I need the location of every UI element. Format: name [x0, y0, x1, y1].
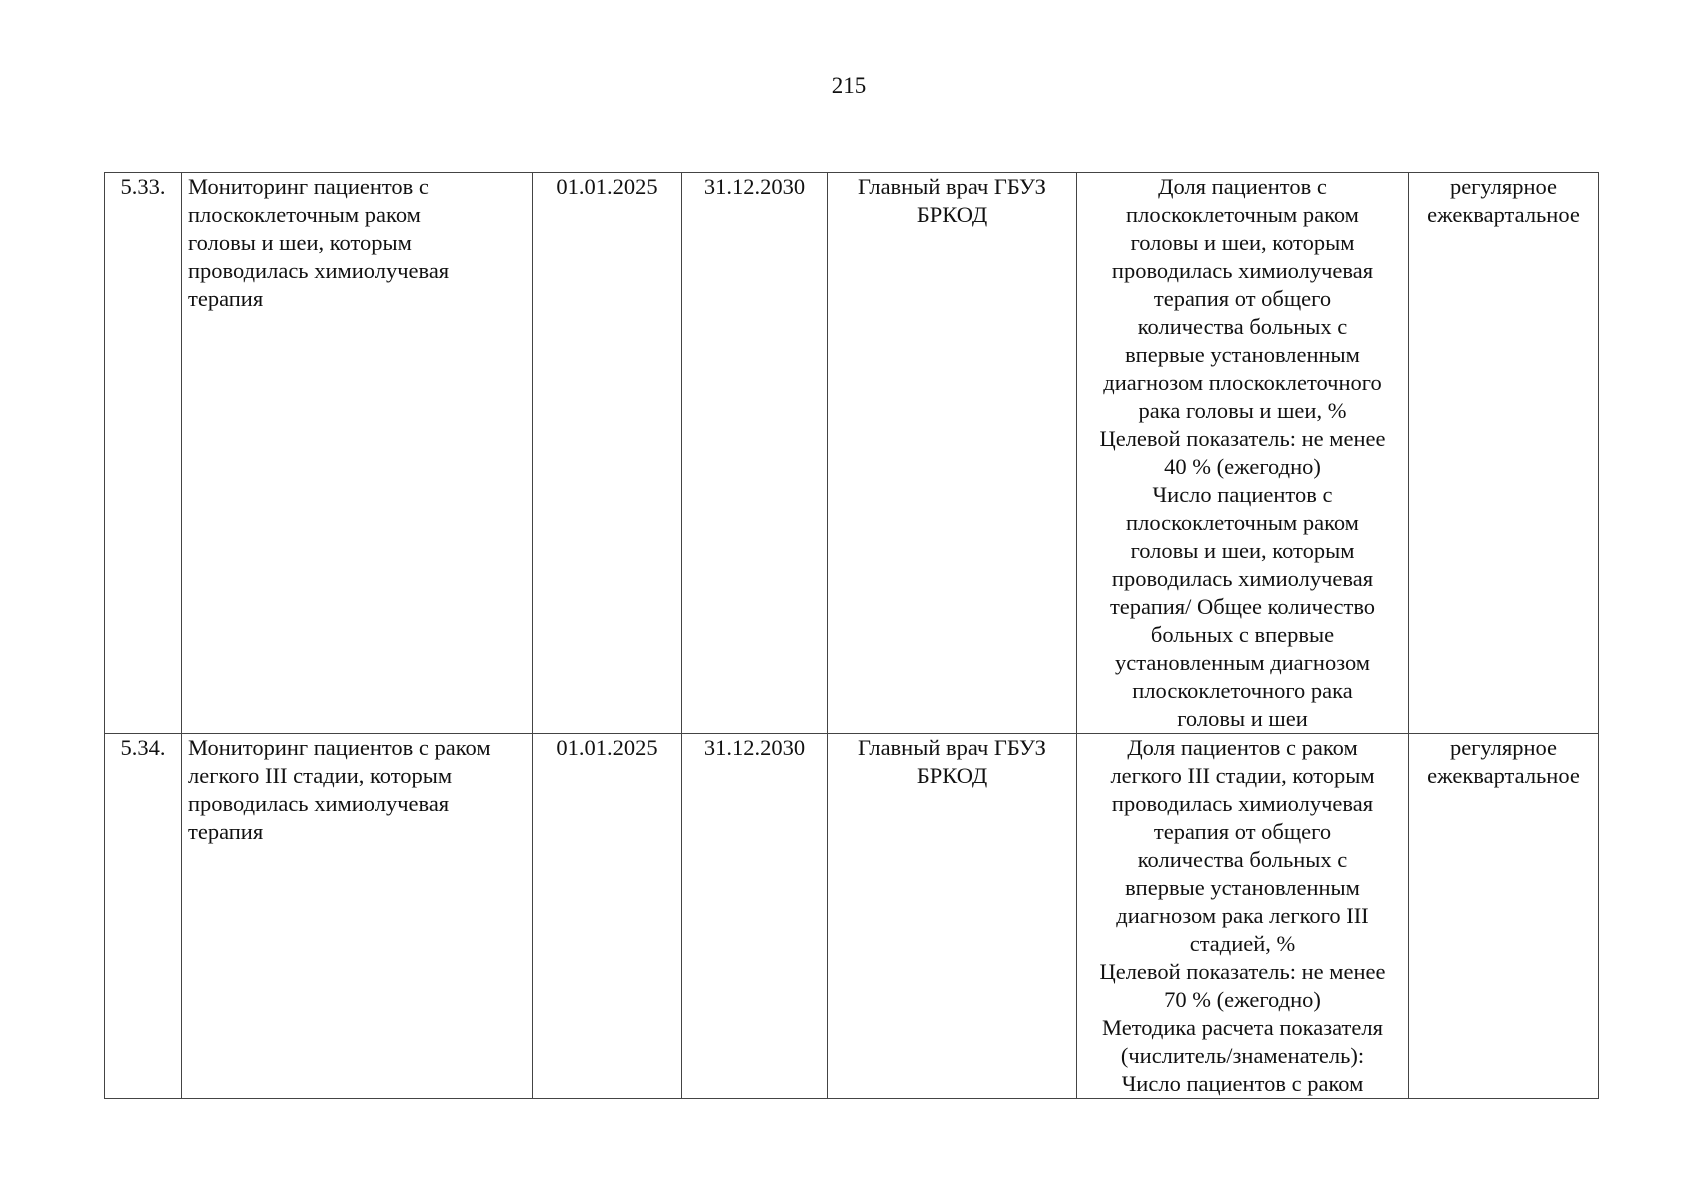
responsible-line: БРКОД	[916, 202, 988, 227]
indicator-line: (числитель/знаменатель):	[1120, 1043, 1365, 1068]
indicator-line: терапия от общего	[1153, 819, 1332, 844]
measure-name-line: Мониторинг пациентов с раком	[188, 735, 491, 760]
row-number-cell	[105, 173, 182, 734]
measure-name-line: терапия	[188, 819, 264, 844]
measures-table	[104, 172, 1599, 1099]
indicator-line: головы и шеи	[1177, 706, 1308, 731]
responsible-line: Главный врач ГБУЗ	[858, 174, 1046, 199]
indicator-line: плоскоклеточным раком	[1126, 510, 1359, 535]
indicator-line: рака головы и шеи, %	[1138, 398, 1347, 423]
frequency-line: ежеквартальное	[1427, 763, 1580, 788]
indicator-line: головы и шеи, которым	[1130, 538, 1355, 563]
indicator-line: Целевой показатель: не менее	[1099, 426, 1386, 451]
indicator-line: головы и шеи, которым	[1130, 230, 1355, 255]
indicator-line: терапия/ Общее количество	[1109, 594, 1376, 619]
start-date-cell	[533, 173, 682, 734]
indicator-line: плоскоклеточным раком	[1126, 202, 1359, 227]
measure-name-line: Мониторинг пациентов с	[188, 174, 429, 199]
row-number-cell	[105, 734, 182, 1099]
indicator-line: количества больных с	[1137, 314, 1348, 339]
measure-name-cell	[182, 173, 533, 734]
indicator-line: стадией, %	[1189, 931, 1296, 956]
frequency-line: регулярное	[1449, 174, 1558, 199]
start-date-cell	[533, 734, 682, 1099]
indicator-line: диагнозом плоскоклеточного	[1103, 370, 1382, 395]
measure-name-line: проводилась химиолучевая	[188, 791, 450, 816]
responsible-line: БРКОД	[916, 763, 988, 788]
indicator-line: Целевой показатель: не менее	[1099, 959, 1386, 984]
indicator-line: диагнозом рака легкого III	[1116, 903, 1369, 928]
frequency-cell	[1409, 173, 1599, 734]
indicator-line: проводилась химиолучевая	[1111, 791, 1374, 816]
frequency-line: ежеквартальное	[1427, 202, 1580, 227]
indicator-line: Методика расчета показателя	[1102, 1015, 1383, 1040]
measure-name-line: головы и шеи, которым	[188, 230, 412, 255]
indicator-line: 40 % (ежегодно)	[1164, 454, 1321, 479]
row-number: 5.33.	[120, 174, 166, 199]
indicator-line: больных с впервые	[1150, 622, 1335, 647]
indicator-line: легкого III стадии, которым	[1110, 763, 1375, 788]
indicator-line: Число пациентов с	[1152, 482, 1333, 507]
indicator-line: количества больных с	[1137, 847, 1348, 872]
indicator-line: Доля пациентов с	[1158, 174, 1327, 199]
responsible-line: Главный врач ГБУЗ	[858, 735, 1046, 760]
indicator-line: проводилась химиолучевая	[1111, 566, 1374, 591]
start-date: 01.01.2025	[556, 174, 658, 199]
start-date: 01.01.2025	[556, 735, 658, 760]
indicator-line: установленным диагнозом	[1114, 650, 1371, 675]
indicator-line: проводилась химиолучевая	[1111, 258, 1374, 283]
end-date-cell	[682, 734, 828, 1099]
indicator-cell	[1077, 173, 1409, 734]
indicator-line: 70 % (ежегодно)	[1164, 987, 1321, 1012]
row-number: 5.34.	[120, 735, 166, 760]
responsible-cell	[828, 734, 1077, 1099]
end-date: 31.12.2030	[703, 735, 806, 760]
end-date: 31.12.2030	[703, 174, 806, 199]
responsible-cell	[828, 173, 1077, 734]
indicator-line: впервые установленным	[1125, 342, 1360, 367]
end-date-cell	[682, 173, 828, 734]
frequency-cell	[1409, 734, 1599, 1099]
frequency-line: регулярное	[1449, 735, 1558, 760]
indicator-line: Доля пациентов с раком	[1127, 735, 1358, 760]
table-row	[105, 173, 1599, 734]
indicator-line: терапия от общего	[1153, 286, 1332, 311]
page-number: 215	[831, 73, 867, 98]
table-row	[105, 734, 1599, 1099]
table-body	[105, 173, 1599, 1099]
indicator-line: впервые установленным	[1125, 875, 1360, 900]
measure-name-line: легкого III стадии, которым	[188, 763, 453, 788]
indicator-line: плоскоклеточного рака	[1132, 678, 1353, 703]
indicator-cell	[1077, 734, 1409, 1099]
measure-name-line: плоскоклеточным раком	[188, 202, 421, 227]
indicator-line: Число пациентов с раком	[1121, 1071, 1364, 1096]
measure-name-cell	[182, 734, 533, 1099]
measure-name-line: терапия	[188, 286, 264, 311]
measure-name-line: проводилась химиолучевая	[188, 258, 450, 283]
